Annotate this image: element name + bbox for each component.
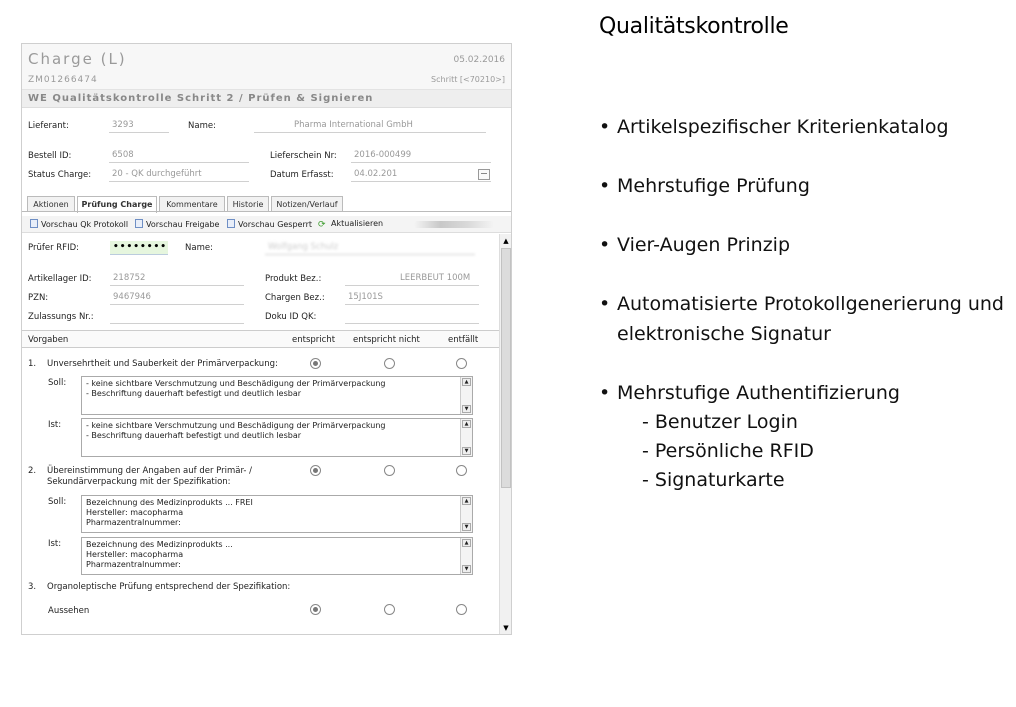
criterion-text: Unversehrtheit und Sauberkeit der Primärverpackung: [47, 359, 278, 369]
criterion-number: 2. [28, 466, 37, 476]
tab-divider [22, 211, 512, 212]
charge-window [21, 43, 512, 635]
sub-bullet: - Signaturkarte [642, 469, 785, 491]
text-line: - Beschriftung dauerhaft befestigt und deutlich lesbar [86, 431, 302, 440]
chargen-label: Chargen Bez.: [265, 293, 325, 303]
text-line: - Beschriftung dauerhaft befestigt und deutlich lesbar [86, 389, 302, 398]
status-field[interactable]: 20 - QK durchgeführt [109, 168, 249, 182]
preview-qk-button[interactable] [30, 219, 128, 229]
scroll-down-icon[interactable]: ▼ [462, 523, 471, 531]
pane-scrollbar[interactable] [499, 234, 512, 635]
criterion-number: 3. [28, 582, 37, 592]
document-icon [135, 219, 143, 228]
col-entspricht-nicht: entspricht nicht [353, 335, 420, 345]
chargen-field[interactable]: 15J101S [345, 291, 479, 305]
bullet-item: • Automatisierte Protokollgenerierung und elektronische Signatur [599, 289, 1009, 349]
col-entfaellt: entfällt [448, 335, 479, 345]
scroll-down-icon[interactable]: ▼ [462, 447, 471, 455]
preview-blocked-label: Vorschau Gesperrt [238, 220, 313, 229]
window-title: Charge (L) [28, 50, 127, 68]
tab-pruefung-charge[interactable]: Prüfung Charge [77, 196, 157, 213]
radio-entfaellt[interactable] [456, 358, 467, 369]
zulassung-label: Zulassungs Nr.: [28, 312, 94, 322]
textarea-scrollbar[interactable] [460, 496, 472, 532]
header-date: 05.02.2016 [453, 55, 505, 65]
col-entspricht: entspricht [292, 335, 336, 345]
lieferant-label: Lieferant: [28, 121, 69, 131]
radio-entfaellt[interactable] [456, 465, 467, 476]
doku-label: Doku ID QK: [265, 312, 317, 322]
pruefer-name-label: Name: [185, 243, 213, 253]
status-label: Status Charge: [28, 170, 92, 180]
delivery-form [22, 114, 512, 194]
scroll-up-icon[interactable]: ▲ [462, 420, 471, 428]
step-label: Schritt [<70210>] [431, 75, 505, 84]
text-line: - keine sichtbare Verschmutzung und Beschädigung der Primärverpackung [86, 379, 386, 388]
bullet-item-label: • Mehrstufige Authentifizierung [617, 382, 900, 404]
scroll-down-icon[interactable]: ▼ [462, 565, 471, 573]
lieferschein-field[interactable]: 2016-000499 [351, 149, 491, 163]
text-line: Bezeichnung des Medizinprodukts ... FREI [86, 498, 253, 507]
window-header [22, 44, 511, 90]
scroll-thumb[interactable] [501, 248, 511, 488]
bullet-item: • Artikelspezifischer Kriterienkatalog [599, 112, 1009, 142]
lieferschein-label: Lieferschein Nr: [270, 151, 337, 161]
textarea-scrollbar[interactable] [460, 377, 472, 414]
scroll-down-icon[interactable]: ▼ [503, 624, 509, 632]
refresh-label: Aktualisieren [331, 219, 384, 228]
tab-notizen[interactable]: Notizen/Verlauf [271, 196, 343, 212]
name-label: Name: [188, 121, 216, 131]
criterion-text: Übereinstimmung der Angaben auf der Primär- / Sekundärverpackung mit der Spezifikation: [47, 466, 253, 487]
preview-release-button[interactable] [135, 219, 219, 229]
bullet-item: • Mehrstufige Prüfung [599, 171, 1009, 201]
soll-label: Soll: [48, 497, 67, 507]
doku-field[interactable] [345, 310, 479, 324]
ist-label: Ist: [48, 539, 62, 549]
text-line: Pharmazentralnummer: [86, 560, 181, 569]
soll-label: Soll: [48, 378, 67, 388]
bullet-item: • Vier-Augen Prinzip [599, 230, 1009, 260]
blurred-element [414, 221, 494, 228]
textarea-scrollbar[interactable] [460, 538, 472, 574]
scroll-up-icon[interactable]: ▲ [462, 378, 471, 386]
scroll-down-icon[interactable]: ▼ [462, 405, 471, 413]
lieferant-field[interactable]: 3293 [109, 119, 169, 133]
refresh-button[interactable] [318, 219, 383, 229]
ist-label: Ist: [48, 420, 62, 430]
zulassung-field[interactable] [110, 310, 244, 324]
rfid-label: Prüfer RFID: [28, 243, 79, 253]
bullet-item-auth [599, 378, 1009, 495]
scroll-up-icon[interactable]: ▲ [462, 497, 471, 505]
name-field[interactable]: Pharma International GmbH [254, 119, 486, 133]
text-line: Bezeichnung des Medizinprodukts ... [86, 540, 233, 549]
charge-id: ZM01266474 [28, 75, 98, 85]
produkt-field[interactable]: LEERBEUT 100M [345, 272, 479, 286]
check-pane [22, 234, 499, 635]
action-toolbar [22, 216, 512, 233]
radio-entspricht[interactable] [310, 465, 321, 476]
datum-label: Datum Erfasst: [270, 170, 334, 180]
pzn-label: PZN: [28, 293, 49, 303]
text-line: Hersteller: macopharma [86, 550, 184, 559]
calendar-icon[interactable] [478, 169, 490, 180]
text-line: Hersteller: macopharma [86, 508, 184, 517]
ist-textarea[interactable] [81, 537, 473, 575]
preview-blocked-button[interactable] [227, 219, 312, 229]
text-line: - keine sichtbare Verschmutzung und Beschädigung der Primärverpackung [86, 421, 386, 430]
soll-textarea[interactable] [81, 376, 473, 415]
pzn-field[interactable]: 9467946 [110, 291, 244, 305]
artikel-label: Artikellager ID: [28, 274, 92, 284]
criterion-text: Organoleptische Prüfung entsprechend der Spezifikation: [47, 582, 291, 592]
vorgaben-label: Vorgaben [28, 335, 69, 345]
document-icon [30, 219, 38, 228]
ist-textarea[interactable] [81, 418, 473, 457]
radio-entspricht-nicht[interactable] [384, 604, 395, 615]
datum-field[interactable]: 04.02.201 [351, 168, 491, 182]
text-line: Pharmazentralnummer: [86, 518, 181, 527]
tab-kommentare[interactable]: Kommentare [159, 196, 225, 212]
document-icon [227, 219, 235, 228]
radio-entfaellt[interactable] [456, 604, 467, 615]
refresh-icon: ⟳ [318, 220, 326, 230]
vorgaben-header [22, 330, 499, 348]
tab-historie[interactable]: Historie [227, 196, 269, 212]
feature-list [599, 112, 1009, 495]
sub-bullet: - Benutzer Login [642, 411, 798, 433]
scroll-up-icon[interactable]: ▲ [503, 237, 509, 245]
bestell-label: Bestell ID: [28, 151, 72, 161]
slide-title: Qualitätskontrolle [599, 14, 789, 39]
radio-entspricht-nicht[interactable] [384, 358, 395, 369]
pruefer-name-field[interactable]: Wolfgang Schulz [265, 241, 475, 255]
bestell-field[interactable]: 6508 [109, 149, 249, 163]
criterion-number: 1. [28, 359, 37, 369]
produkt-label: Produkt Bez.: [265, 274, 322, 284]
preview-qk-label: Vorschau Qk Protokoll [41, 220, 129, 229]
radio-entspricht-nicht[interactable] [384, 465, 395, 476]
sub-bullet: - Persönliche RFID [642, 440, 814, 462]
preview-release-label: Vorschau Freigabe [146, 220, 220, 229]
textarea-scrollbar[interactable] [460, 419, 472, 456]
scroll-up-icon[interactable]: ▲ [462, 539, 471, 547]
soll-textarea[interactable] [81, 495, 473, 533]
radio-entspricht[interactable] [310, 604, 321, 615]
tab-aktionen[interactable]: Aktionen [27, 196, 75, 212]
radio-entspricht[interactable] [310, 358, 321, 369]
rfid-input[interactable]: •••••••• [110, 241, 168, 255]
artikel-field[interactable]: 218752 [110, 272, 244, 286]
section-title: WE Qualitätskontrolle Schritt 2 / Prüfen & Signieren [22, 90, 511, 108]
aussehen-label: Aussehen [48, 606, 90, 616]
